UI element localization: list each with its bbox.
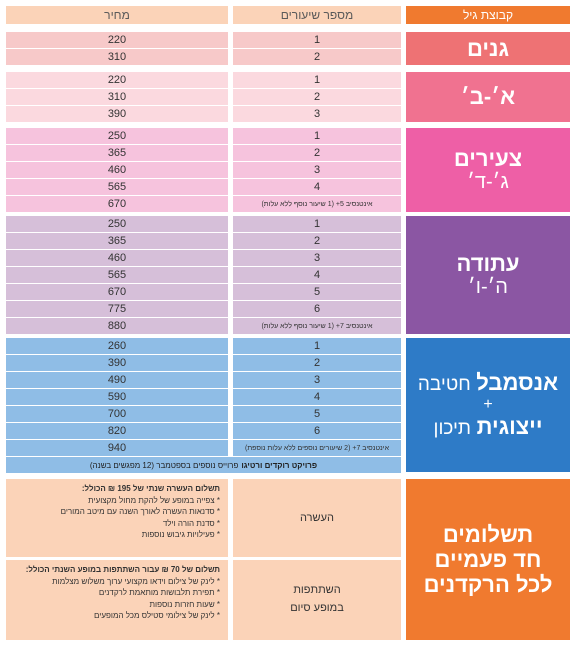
lessons-cell: 6 <box>233 423 401 439</box>
lessons-cell: 3 <box>233 162 401 178</box>
price-cell: 565 <box>6 267 228 283</box>
lessons-cell: 3 <box>233 372 401 388</box>
price-cell: 670 <box>6 196 228 212</box>
lessons-cell: 2 <box>233 145 401 161</box>
group-subtitle-atuda: ה׳-ו׳ <box>468 276 508 299</box>
price-cell: 365 <box>6 233 228 249</box>
lessons-cell: 1 <box>233 128 401 144</box>
show-item: * תפירת תלבושות מותאמת לרקדנים <box>98 588 220 598</box>
lessons-cell: אינטנסיב 7+ (1 שיעור נוסף ללא עלות) <box>233 318 401 334</box>
project-footer <box>6 457 401 473</box>
header-lessons: מספר שיעורים <box>233 6 401 24</box>
group-label-ganim <box>406 32 570 65</box>
ensemble-title-line-1 <box>418 370 558 396</box>
payments-name-cell-1 <box>233 479 401 557</box>
price-cell: 490 <box>6 372 228 388</box>
ensemble-title-line-2 <box>434 414 543 440</box>
show-name: השתתפות <box>293 584 341 597</box>
lessons-cell: 5 <box>233 406 401 422</box>
show-name-2: במופע סיום <box>290 602 344 614</box>
show-item: * שעות חזרות נוספות <box>149 599 220 609</box>
group-label-tzeirim <box>406 128 570 212</box>
show-details <box>6 560 228 622</box>
lessons-cell: 4 <box>233 389 401 405</box>
ensemble-plus: + <box>483 395 493 413</box>
lessons-cell: 6 <box>233 301 401 317</box>
group-title-aleph_bet: א׳-ב׳ <box>460 84 516 110</box>
enrichment-heading: תשלום העשרה שנתי של 195 ₪ הכולל: <box>81 484 220 493</box>
price-cell: 590 <box>6 389 228 405</box>
group-title-tzeirim: צעירים <box>453 145 523 171</box>
price-cell: 250 <box>6 216 228 232</box>
lessons-cell: 2 <box>233 233 401 249</box>
lessons-cell: 2 <box>233 355 401 371</box>
group-title-atuda: עתודה <box>456 250 520 276</box>
group-title-ganim: גנים <box>466 35 510 61</box>
payments-price-cell-1 <box>6 479 228 557</box>
lessons-cell: 4 <box>233 267 401 283</box>
price-cell: 365 <box>6 145 228 161</box>
lessons-cell: 1 <box>233 32 401 48</box>
price-cell: 390 <box>6 355 228 371</box>
price-cell: 250 <box>6 128 228 144</box>
lessons-cell: 1 <box>233 216 401 232</box>
lessons-cell: 1 <box>233 338 401 354</box>
lessons-cell: 3 <box>233 106 401 122</box>
payments-title-1: תשלומים <box>442 521 534 547</box>
ensemble-title-rest: חטיבה <box>417 373 471 395</box>
price-cell: 940 <box>6 440 228 456</box>
header-price: מחיר <box>6 6 228 24</box>
price-cell: 390 <box>6 106 228 122</box>
lessons-cell: 2 <box>233 89 401 105</box>
price-cell: 310 <box>6 49 228 65</box>
payments-title-3: לכל הרקדנים <box>423 572 553 598</box>
payments-title-2: חד פעמיים <box>434 546 542 572</box>
enrichment-name: העשרה <box>300 512 334 524</box>
show-heading: תשלום של 70 ₪ עבור השתתפות במופע השנתי הכולל: <box>25 565 220 574</box>
group-subtitle-tzeirim: ג׳-ד׳ <box>467 171 509 194</box>
lessons-cell: 4 <box>233 179 401 195</box>
group-label-ensemble <box>406 338 570 472</box>
price-cell: 775 <box>6 301 228 317</box>
show-item: * לינק של צילום וידאו מקצועי ערוך משלוש מצלמות <box>52 576 220 586</box>
price-cell: 670 <box>6 284 228 300</box>
lessons-cell: 3 <box>233 250 401 266</box>
enrichment-item: * פעילויות גיבוש נוספות <box>141 530 220 540</box>
price-cell: 700 <box>6 406 228 422</box>
payments-name-cell-2 <box>233 560 401 640</box>
representative-title: ייצוגית <box>476 414 543 440</box>
ensemble-title: אנסמבל <box>476 369 559 395</box>
header-group: קבוצת גיל <box>406 6 570 24</box>
representative-title-rest: תיכון <box>433 418 472 440</box>
enrichment-details <box>6 479 228 541</box>
payments-label <box>406 479 570 640</box>
lessons-cell: אינטנסיב 7+ (2 שיעורים נוספים ללא עלות נוספת) <box>233 440 401 456</box>
project-footer-text: פרוייס נוספים בספטמבר (12 מפגשים בשנה) <box>89 460 239 470</box>
price-cell: 220 <box>6 72 228 88</box>
lessons-cell: 5 <box>233 284 401 300</box>
price-cell: 820 <box>6 423 228 439</box>
price-cell: 880 <box>6 318 228 334</box>
price-cell: 565 <box>6 179 228 195</box>
enrichment-item: * סדנאות העשרה לאורך השנה עם מיטב המורים <box>60 507 220 517</box>
price-cell: 260 <box>6 338 228 354</box>
price-cell: 460 <box>6 250 228 266</box>
price-cell: 220 <box>6 32 228 48</box>
enrichment-item: * סדנת הורה וילד <box>162 518 220 528</box>
payments-price-cell-2 <box>6 560 228 640</box>
project-footer-bold: פרויקט רוקדים ורטיגו <box>241 460 318 470</box>
price-cell: 460 <box>6 162 228 178</box>
show-item: * לינק של צילומי סטילס מכל המופעים <box>93 611 220 621</box>
enrichment-item: * צפייה במופע של להקת מחול מקצועית <box>88 495 220 505</box>
lessons-cell: אינטנסיב 5+ (1 שיעור נוסף ללא עלות) <box>233 196 401 212</box>
group-label-aleph_bet <box>406 72 570 122</box>
lessons-cell: 2 <box>233 49 401 65</box>
price-cell: 310 <box>6 89 228 105</box>
group-label-atuda <box>406 216 570 334</box>
lessons-cell: 1 <box>233 72 401 88</box>
